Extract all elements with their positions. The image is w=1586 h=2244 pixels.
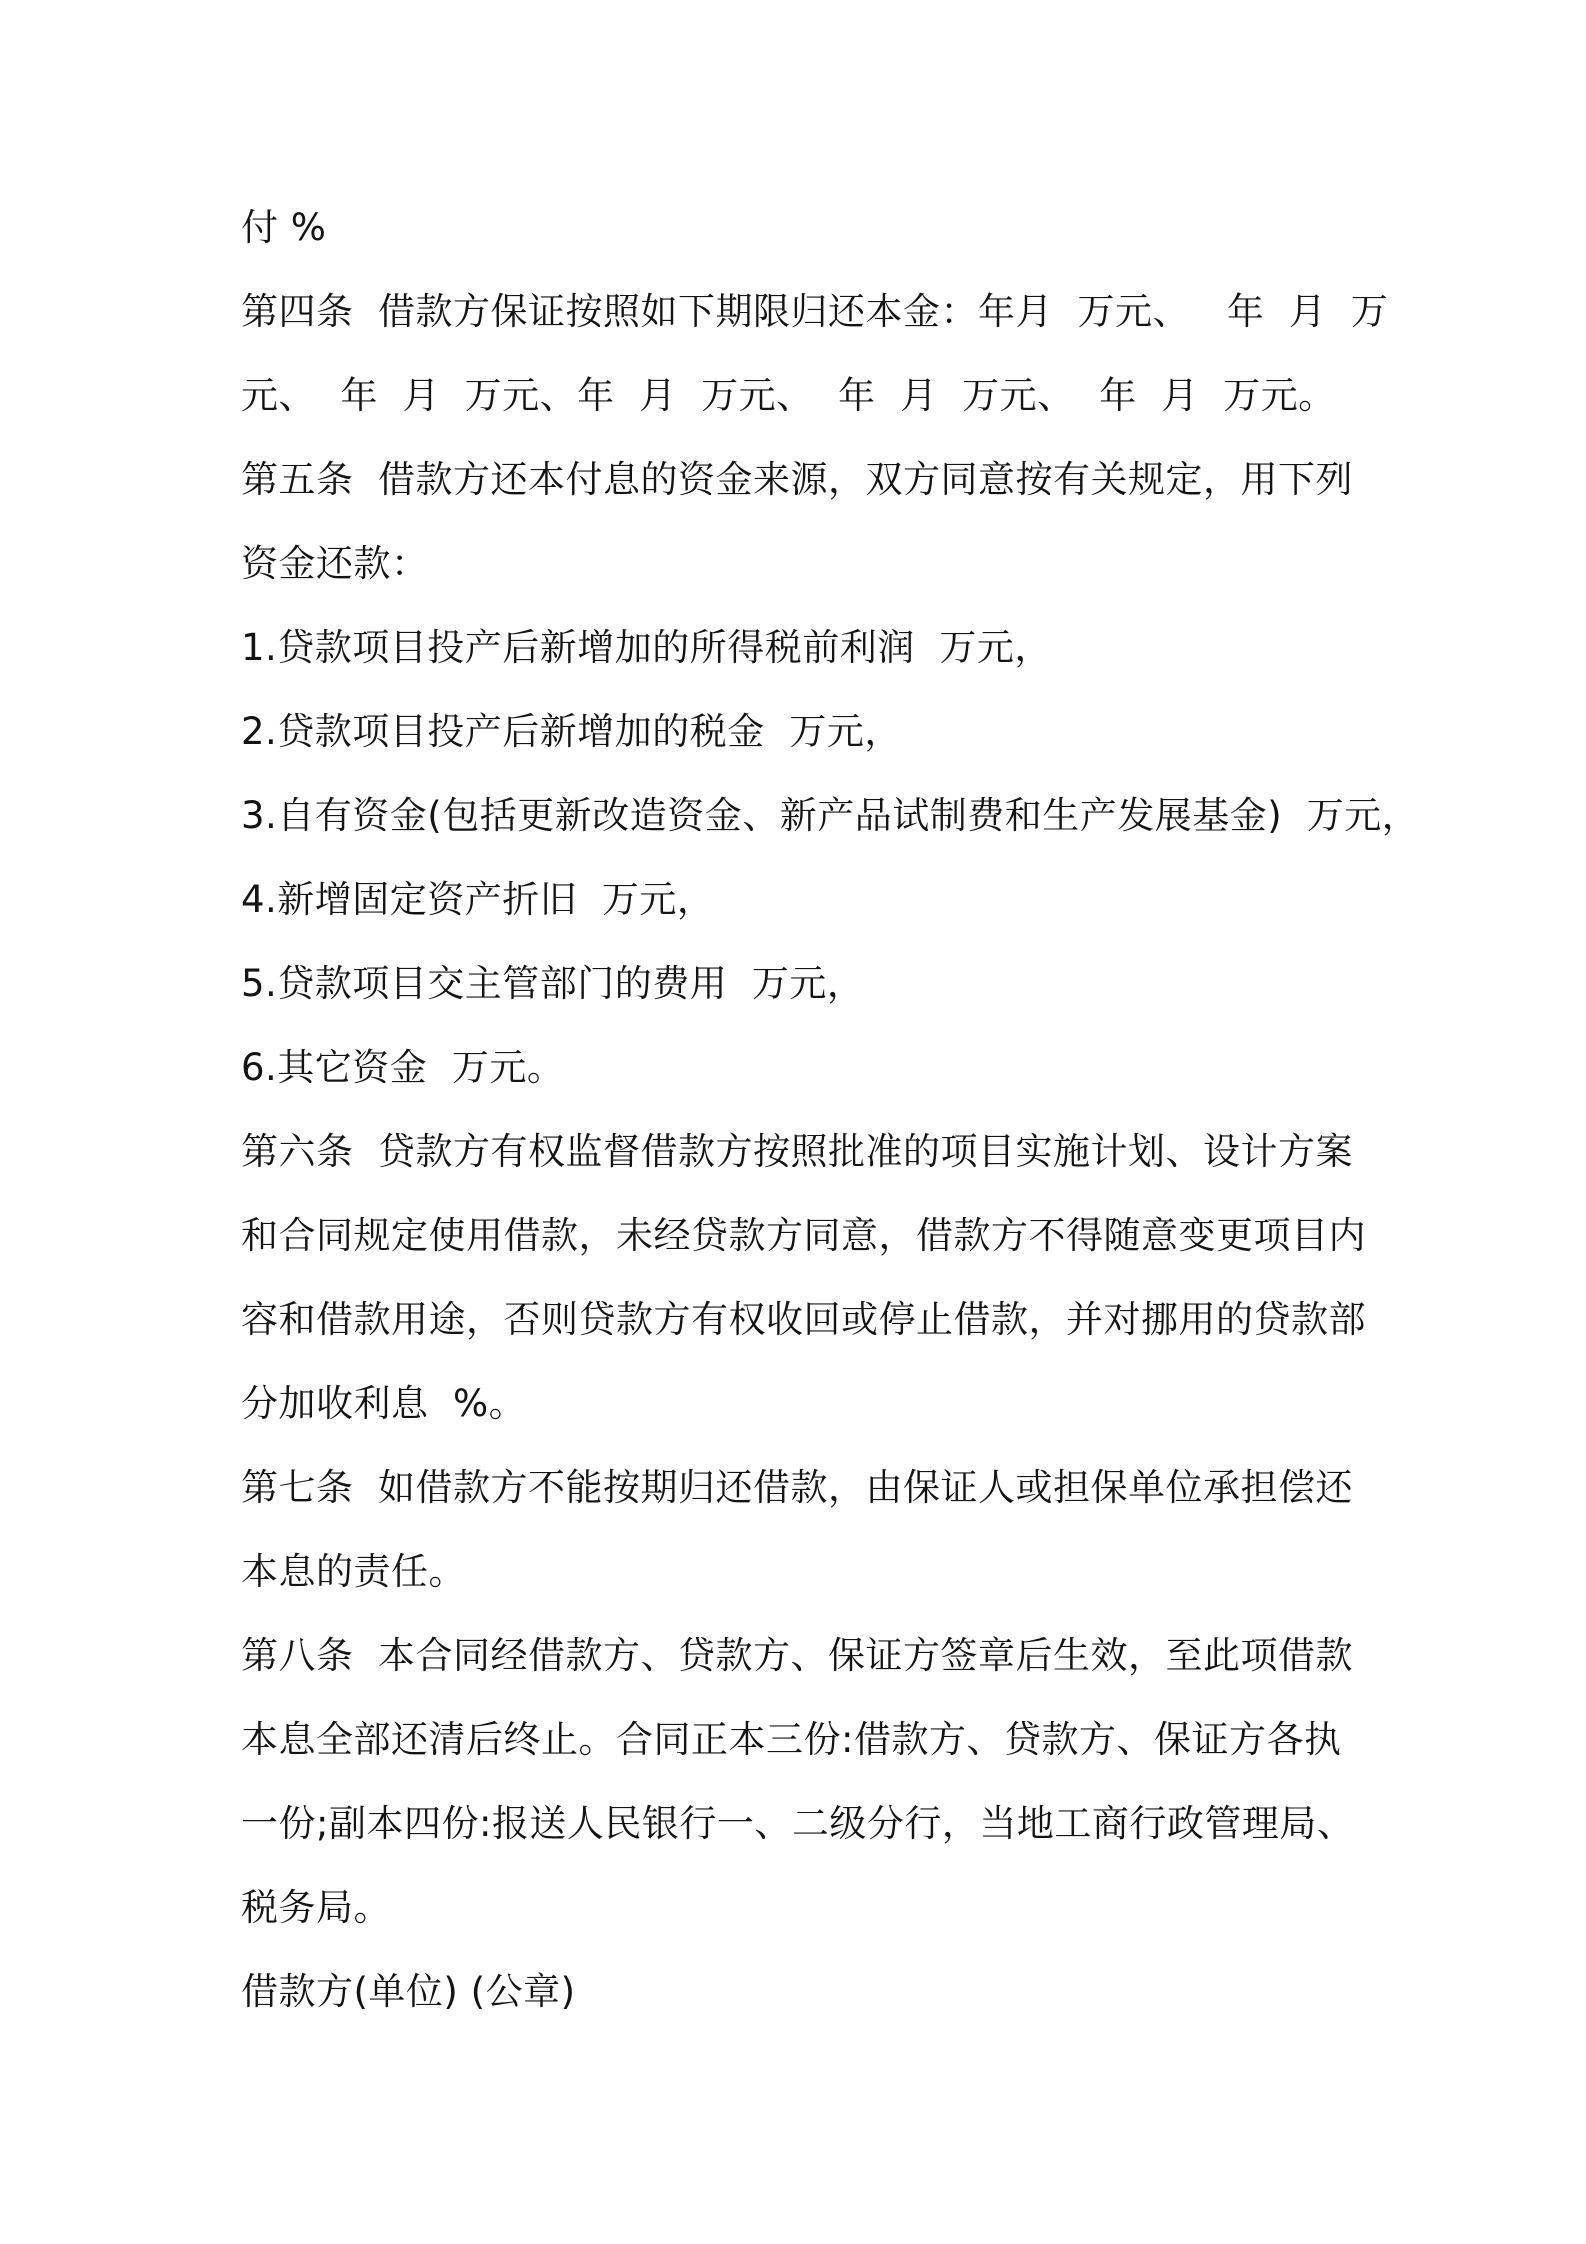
article-7-line-1: 第七条 如借款方不能按期归还借款，由保证人或担保单位承担偿还: [241, 1466, 1354, 1509]
article-6-line-4: 分加收利息 %。: [241, 1382, 527, 1425]
article-4-line-2: 元、 年 月 万元、年 月 万元、 年 月 万元、 年 月 万元。: [241, 374, 1336, 417]
list-item-2: 2.贷款项目投产后新增加的税金 万元，: [241, 710, 902, 753]
list-item-6: 6.其它资金 万元。: [241, 1046, 565, 1089]
article-8-line-4: 税务局。: [241, 1886, 391, 1929]
list-item-3: 3.自有资金(包括更新改造资金、新产品试制费和生产发展基金) 万元，: [241, 794, 1420, 837]
article-4-line-1: 第四条 借款方保证按照如下期限归还本金：年月 万元、 年 月 万: [241, 290, 1389, 333]
list-item-1: 1.贷款项目投产后新增加的所得税前利润 万元，: [241, 626, 1052, 669]
article-8-line-2: 本息全部还清后终止。合同正本三份:借款方、贷款方、保证方各执: [241, 1718, 1342, 1761]
article-5-line-1: 第五条 借款方还本付息的资金来源，双方同意按有关规定，用下列: [241, 458, 1354, 501]
signature-line: 借款方(单位) (公章): [241, 1970, 576, 2013]
article-8-line-3: 一份;副本四份:报送人民银行一、二级分行，当地工商行政管理局、: [241, 1802, 1355, 1845]
list-item-4: 4.新增固定资产折旧 万元，: [241, 878, 715, 921]
text-line: 付 %: [241, 206, 327, 249]
list-item-5: 5.贷款项目交主管部门的费用 万元，: [241, 962, 865, 1005]
article-8-line-1: 第八条 本合同经借款方、贷款方、保证方签章后生效，至此项借款: [241, 1634, 1354, 1677]
article-6-line-1: 第六条 贷款方有权监督借款方按照批准的项目实施计划、设计方案: [241, 1130, 1354, 1173]
article-6-line-3: 容和借款用途，否则贷款方有权收回或停止借款，并对挪用的贷款部: [241, 1298, 1366, 1341]
article-7-line-2: 本息的责任。: [241, 1550, 466, 1593]
article-5-line-2: 资金还款：: [241, 542, 429, 585]
article-6-line-2: 和合同规定使用借款，未经贷款方同意，借款方不得随意变更项目内: [241, 1214, 1366, 1257]
